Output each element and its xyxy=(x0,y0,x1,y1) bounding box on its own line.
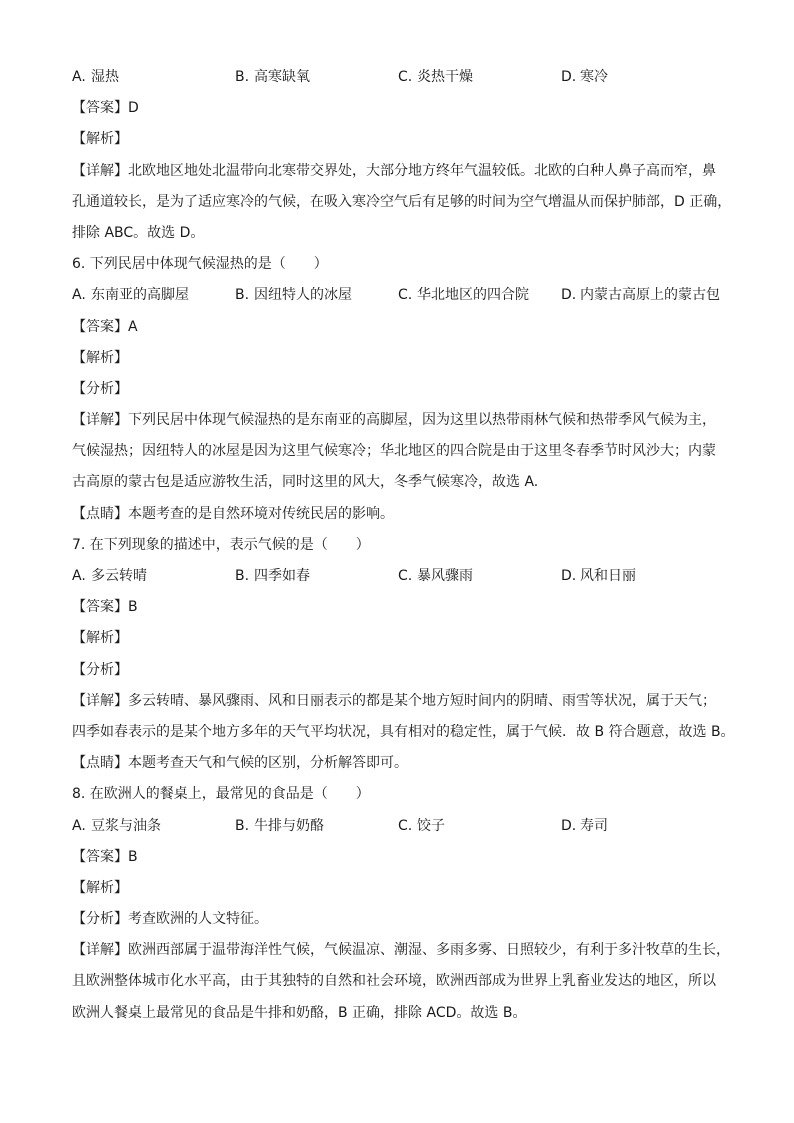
option-letter: B. xyxy=(235,287,250,304)
option-letter: D. xyxy=(561,287,577,304)
option-letter: C. xyxy=(398,817,413,834)
option-letter: C. xyxy=(398,287,413,304)
q7-option-c xyxy=(398,561,561,592)
q5-detail-line-2: 孔通道较长，是为了适应寒冷的气候，在吸入寒冷空气后有足够的时间为空气增温从而保护肺部，D 正确， xyxy=(72,193,732,210)
option-text: 暴风骤雨 xyxy=(417,568,473,584)
q5-option-a xyxy=(72,62,235,93)
q5-options xyxy=(72,62,732,93)
q5-detail-line-3: 排除 ABC。故选 D。 xyxy=(72,224,205,241)
q8-option-b xyxy=(235,811,398,842)
option-letter: A. xyxy=(72,817,86,834)
option-text: 湿热 xyxy=(91,69,119,85)
option-text: 华北地区的四合院 xyxy=(417,287,529,304)
q5-detail xyxy=(72,156,732,250)
option-text: 寒冷 xyxy=(580,69,608,85)
q7-options xyxy=(72,561,732,592)
option-letter: D. xyxy=(561,69,577,85)
option-letter: B. xyxy=(235,568,250,584)
q8-detail-line-1: 【详解】欧洲西部属于温带海洋性气候，气候温凉、潮湿、多雨多雾、日照较少，有利于多汁牧草的生长， xyxy=(72,942,730,959)
option-letter: A. xyxy=(72,69,86,85)
q5-answer: 【答案】D xyxy=(72,100,139,117)
q7-analysis-label: 【解析】 xyxy=(72,630,128,647)
option-letter: A. xyxy=(72,568,86,584)
q7-detail xyxy=(72,686,735,748)
q5-detail-line-1: 【详解】北欧地区地处北温带向北寒带交界处，大部分地方终年气温较低。北欧的白种人鼻子高而窄，鼻 xyxy=(72,162,716,179)
q6-option-a xyxy=(72,280,235,311)
q8-analysis-label: 【解析】 xyxy=(72,879,128,896)
q8-stem: 8. 在欧洲人的餐桌上，最常见的食品是（ ） xyxy=(72,786,370,803)
option-letter: A. xyxy=(72,287,86,304)
q5-option-c xyxy=(398,62,561,93)
q6-options xyxy=(72,280,732,311)
q6-option-d xyxy=(561,280,724,311)
option-text: 豆浆与油条 xyxy=(91,817,161,834)
q6-answer: 【答案】A xyxy=(72,318,138,335)
q6-stem: 6. 下列民居中体现气候湿热的是（ ） xyxy=(72,256,328,273)
q7-option-d xyxy=(561,561,724,592)
option-letter: B. xyxy=(235,69,250,85)
q7-detail-line-2: 四季如春表示的是某个地方多年的天气平均状况，具有相对的稳定性，属于气候．故 B 符合题意，故选 B。 xyxy=(72,723,735,740)
option-text: 饺子 xyxy=(417,817,445,834)
q7-option-b xyxy=(235,561,398,592)
option-letter: D. xyxy=(561,817,577,834)
q6-detail-line-2: 气候湿热；因纽特人的冰屋是因为这里气候寒冷；华北地区的四合院是由于这里冬春季节时风沙大；内蒙 xyxy=(72,443,716,460)
q8-options xyxy=(72,811,732,842)
option-text: 风和日丽 xyxy=(580,568,636,584)
option-text: 牛排与奶酪 xyxy=(254,817,324,834)
option-text: 东南亚的高脚屋 xyxy=(91,287,189,304)
q7-dianjing: 【点睛】本题考查天气和气候的区别，分析解答即可。 xyxy=(72,755,408,772)
option-letter: D. xyxy=(561,568,577,584)
option-text: 多云转晴 xyxy=(91,568,147,584)
q6-fenxi-label: 【分析】 xyxy=(72,380,128,397)
q8-detail-line-2: 且欧洲整体城市化水平高，由于其独特的自然和社会环境，欧洲西部成为世界上乳畜业发达的地区，所以 xyxy=(72,973,716,990)
q8-option-c xyxy=(398,811,561,842)
option-letter: C. xyxy=(398,69,413,85)
q6-analysis-label: 【解析】 xyxy=(72,349,128,366)
q8-detail xyxy=(72,935,732,1029)
q6-detail-line-3: 古高原的蒙古包是适应游牧生活，同时这里的风大，冬季气候寒冷，故选 A. xyxy=(72,474,539,491)
q8-fenxi-label: 【分析】考查欧洲的人文特征。 xyxy=(72,911,268,928)
q6-detail xyxy=(72,405,732,499)
q6-dianjing: 【点睛】本题考查的是自然环境对传统民居的影响。 xyxy=(72,505,394,522)
q8-option-d xyxy=(561,811,724,842)
document-page xyxy=(72,62,735,1029)
q5-option-d xyxy=(561,62,724,93)
q8-detail-line-3: 欧洲人餐桌上最常见的食品是牛排和奶酪，B 正确，排除 ACD。故选 B。 xyxy=(72,1004,527,1021)
q6-option-b xyxy=(235,280,398,311)
option-text: 四季如春 xyxy=(254,568,310,584)
option-letter: C. xyxy=(398,568,413,584)
option-text: 寿司 xyxy=(580,817,608,834)
q5-analysis-label: 【解析】 xyxy=(72,131,128,148)
q7-detail-line-1: 【详解】多云转晴、暴风骤雨、风和日丽表示的都是某个地方短时间内的阴晴、雨雪等状况，属于天气； xyxy=(72,692,716,709)
q6-option-c xyxy=(398,280,561,311)
option-text: 高寒缺氧 xyxy=(254,69,310,85)
q7-answer: 【答案】B xyxy=(72,599,138,616)
q7-stem: 7. 在下列现象的描述中，表示气候的是（ ） xyxy=(72,536,370,553)
option-letter: B. xyxy=(235,817,250,834)
q6-detail-line-1: 【详解】下列民居中体现气候湿热的是东南亚的高脚屋，因为这里以热带雨林气候和热带季风气候为主， xyxy=(72,412,716,429)
q5-option-b xyxy=(235,62,398,93)
option-text: 炎热干燥 xyxy=(417,69,473,85)
q7-option-a xyxy=(72,561,235,592)
q8-answer: 【答案】B xyxy=(72,848,138,865)
option-text: 因纽特人的冰屋 xyxy=(254,287,352,304)
q7-fenxi-label: 【分析】 xyxy=(72,661,128,678)
option-text: 内蒙古高原上的蒙古包 xyxy=(580,287,720,304)
q8-option-a xyxy=(72,811,235,842)
